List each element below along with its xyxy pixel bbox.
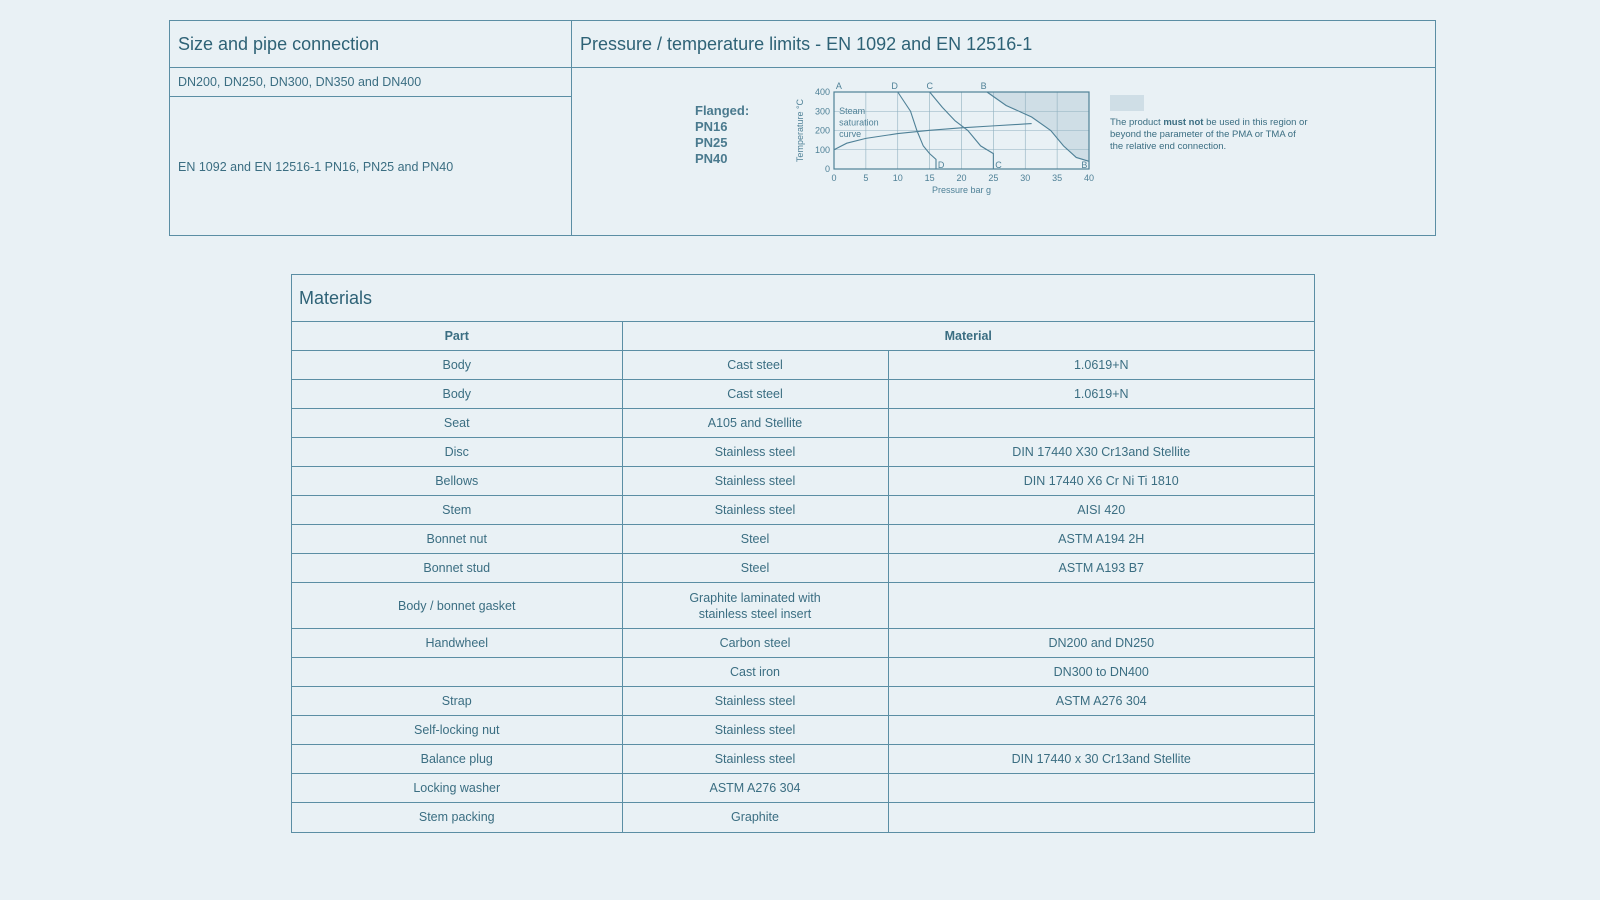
steam-curve-annotation: Steam: [839, 106, 866, 117]
connection-text: EN 1092 and EN 12516-1 PN16, PN25 and PN40: [178, 160, 454, 174]
x-tick-label: 30: [1020, 173, 1031, 183]
material-cell: Carbon steel: [622, 629, 888, 658]
spec-cell: DN200 and DN250: [888, 629, 1314, 658]
spec-cell: DIN 17440 X30 Cr13and Stellite: [888, 438, 1314, 467]
table-row: [292, 687, 1314, 716]
y-tick-label: 300: [814, 106, 830, 117]
table-row: [292, 380, 1314, 409]
part-cell: Disc: [292, 438, 622, 467]
note-after: be used in this region or beyond the parameter of the PMA or TMA of the relative end connection.: [1110, 117, 1308, 152]
note-bold: must not: [1163, 117, 1204, 128]
part-cell: Bonnet nut: [292, 525, 622, 554]
curve-label-bottom: C: [995, 160, 1002, 170]
spec-cell: ASTM A193 B7: [888, 554, 1314, 583]
spec-cell: [888, 803, 1314, 832]
part-cell: Body: [292, 351, 622, 380]
table-row: [292, 438, 1314, 467]
table-row: [292, 351, 1314, 380]
material-cell: Stainless steel: [622, 438, 888, 467]
rating-pn25: PN25: [695, 135, 728, 150]
material-cell: A105 and Stellite: [622, 409, 888, 438]
part-cell: Body / bonnet gasket: [292, 583, 622, 629]
curve-label-top: D: [891, 81, 898, 91]
legend-swatch: [1110, 95, 1144, 111]
part-cell: [292, 658, 622, 687]
part-cell: Strap: [292, 687, 622, 716]
spec-cell: ASTM A276 304: [888, 687, 1314, 716]
x-tick-label: 15: [924, 173, 935, 183]
part-cell: Balance plug: [292, 745, 622, 774]
column-divider: [571, 21, 572, 235]
pt-section-title: Pressure / temperature limits - EN 1092 and EN 12516-1: [580, 34, 1033, 54]
curve-label-top: B: [980, 81, 987, 91]
region-note: [1110, 117, 1310, 153]
x-tick-label: 10: [892, 173, 903, 183]
material-cell: Graphite laminated with stainless steel insert: [622, 583, 888, 629]
spec-cell: AISI 420: [888, 496, 1314, 525]
size-pressure-table: [169, 20, 1436, 236]
material-cell: Stainless steel: [622, 687, 888, 716]
table-row: [292, 496, 1314, 525]
material-cell: Stainless steel: [622, 496, 888, 525]
spec-cell: DIN 17440 X6 Cr Ni Ti 1810: [888, 467, 1314, 496]
spec-cell: [888, 409, 1314, 438]
spec-cell: [888, 774, 1314, 803]
size-section-title: Size and pipe connection: [178, 34, 380, 54]
spec-cell: [888, 716, 1314, 745]
rating-pn40: PN40: [695, 151, 728, 166]
table-row: [292, 803, 1314, 832]
table-row: [292, 554, 1314, 583]
x-tick-label: 20: [956, 173, 967, 183]
header-material: Material: [622, 322, 1314, 351]
table-row: [292, 658, 1314, 687]
note-before: The product: [1110, 117, 1164, 128]
part-cell: Handwheel: [292, 629, 622, 658]
x-tick-label: 0: [831, 173, 837, 183]
header-part: Part: [292, 322, 622, 351]
y-tick-label: 200: [814, 125, 830, 136]
table-row: [292, 409, 1314, 438]
x-axis-label: Pressure bar g: [931, 185, 992, 195]
material-cell: ASTM A276 304: [622, 774, 888, 803]
material-cell: Steel: [622, 525, 888, 554]
spec-cell: DN300 to DN400: [888, 658, 1314, 687]
curve-label-bottom: B: [1081, 160, 1088, 170]
part-cell: Stem: [292, 496, 622, 525]
flanged-ratings: [695, 103, 749, 167]
part-cell: Bellows: [292, 467, 622, 496]
spec-cell: 1.0619+N: [888, 351, 1314, 380]
table-row: [292, 774, 1314, 803]
material-cell: Steel: [622, 554, 888, 583]
header-divider: [170, 67, 1435, 68]
table-row: [292, 525, 1314, 554]
spec-cell: 1.0619+N: [888, 380, 1314, 409]
x-tick-label: 40: [1083, 173, 1095, 183]
steam-curve-annotation: saturation: [839, 117, 879, 128]
table-row: [292, 745, 1314, 774]
y-tick-label: 400: [814, 87, 830, 97]
y-tick-label: 0: [824, 164, 830, 174]
part-cell: Stem packing: [292, 803, 622, 832]
material-cell: Stainless steel: [622, 467, 888, 496]
curve-label-top: C: [926, 81, 933, 91]
material-cell: Cast steel: [622, 380, 888, 409]
x-tick-label: 5: [863, 173, 869, 183]
sizes-divider: [170, 96, 571, 97]
spec-cell: DIN 17440 x 30 Cr13and Stellite: [888, 745, 1314, 774]
part-cell: Seat: [292, 409, 622, 438]
sizes-text: DN200, DN250, DN300, DN350 and DN400: [178, 75, 422, 89]
flanged-label: Flanged:: [695, 103, 750, 118]
material-cell: Cast steel: [622, 351, 888, 380]
steam-curve-annotation: curve: [839, 129, 862, 140]
table-row: [292, 467, 1314, 496]
spec-cell: ASTM A194 2H: [888, 525, 1314, 554]
x-tick-label: 35: [1052, 173, 1063, 183]
part-cell: Locking washer: [292, 774, 622, 803]
materials-table: [291, 274, 1315, 833]
pressure-temperature-chart: [790, 79, 1110, 209]
material-cell: Stainless steel: [622, 745, 888, 774]
y-tick-label: 100: [814, 144, 830, 155]
y-axis-label: Temperature °C: [795, 98, 805, 163]
material-cell: Cast iron: [622, 658, 888, 687]
curve-label-top: A: [835, 81, 842, 91]
material-cell: Stainless steel: [622, 716, 888, 745]
part-cell: Bonnet stud: [292, 554, 622, 583]
rating-pn16: PN16: [695, 119, 728, 134]
table-row: [292, 716, 1314, 745]
spec-cell: [888, 583, 1314, 629]
materials-title: Materials: [299, 288, 373, 308]
x-tick-label: 25: [988, 173, 999, 183]
part-cell: Self-locking nut: [292, 716, 622, 745]
material-cell: Graphite: [622, 803, 888, 832]
part-cell: Body: [292, 380, 622, 409]
table-row: [292, 629, 1314, 658]
materials-grid: [292, 321, 1314, 832]
curve-label-bottom: D: [937, 160, 945, 170]
table-row: [292, 583, 1314, 629]
